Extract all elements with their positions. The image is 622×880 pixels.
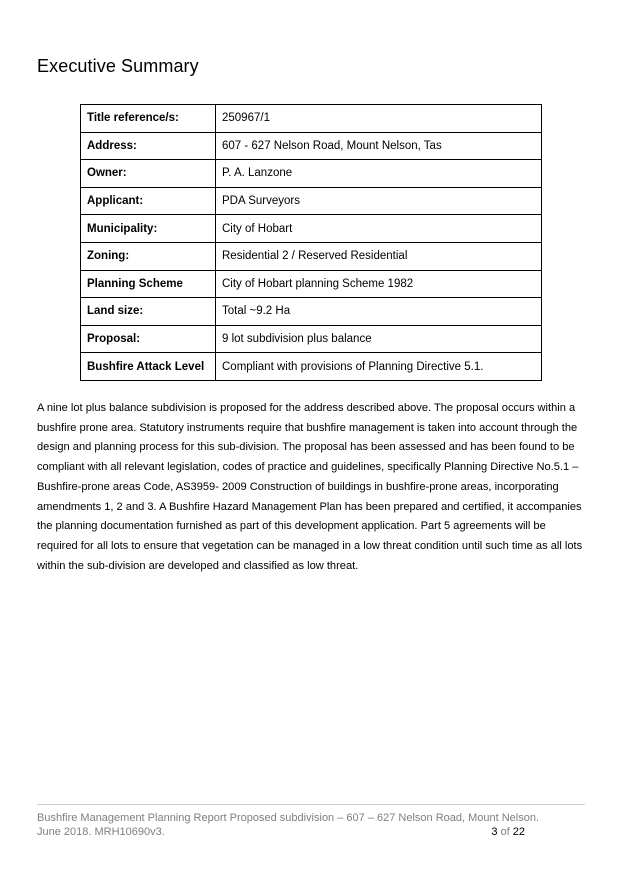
table-row-label: Zoning:: [81, 242, 216, 270]
table-row-value: Residential 2 / Reserved Residential: [216, 242, 542, 270]
table-row: [81, 242, 542, 270]
table-row-label: Title reference/s:: [81, 105, 216, 133]
footer-page-number: [491, 826, 525, 838]
table-row-value: P. A. Lanzone: [216, 160, 542, 188]
table-row-label: Planning Scheme: [81, 270, 216, 298]
footer-date-ref: June 2018. MRH10690v3.: [37, 826, 165, 838]
table-row-value: City of Hobart: [216, 215, 542, 243]
table-row: [81, 105, 542, 133]
summary-table-body: [81, 105, 542, 381]
table-row-label: Proposal:: [81, 325, 216, 353]
table-row: [81, 270, 542, 298]
footer-info: [37, 826, 525, 838]
summary-paragraph: A nine lot plus balance subdivision is proposed for the address described above. The proposal occurs within a bushfire prone area. Statutory instruments require that bushfire management is taken into account through the design and planning process for this sub-division. The proposal has been assessed and has been found to be compliant with all relevant legislation, codes of practice and guidelines, specifically Planning Directive No.5.1 – Bushfire-prone areas Code, AS3959- 2009 Construction of buildings in bushfire-prone areas, incorporating amendments 1, 2 and 3. A Bushfire Hazard Management Plan has been prepared and certified, it accompanies the planning documentation furnished as part of this development application. Part 5 agreements will be required for all lots to ensure that vegetation can be managed in a low threat condition until such time as all lots within the sub-division are developed and classified as low threat.: [37, 402, 583, 572]
table-row-value: City of Hobart planning Scheme 1982: [216, 270, 542, 298]
page-title: Executive Summary: [37, 56, 199, 76]
table-row: [81, 132, 542, 160]
table-row: [81, 353, 542, 381]
table-row-label: Address:: [81, 132, 216, 160]
table-row-value: Total ~9.2 Ha: [216, 298, 542, 326]
table-row-label: Municipality:: [81, 215, 216, 243]
summary-table: [80, 104, 542, 381]
table-row-label: Owner:: [81, 160, 216, 188]
page-current: 3: [491, 826, 498, 838]
footer-report-title: Bushfire Management Planning Report Proposed subdivision – 607 – 627 Nelson Road, Mount Nelson.: [37, 812, 540, 824]
table-row-label: Applicant:: [81, 187, 216, 215]
page-total: 22: [512, 826, 525, 838]
page-of: of: [500, 826, 510, 838]
table-row: [81, 215, 542, 243]
table-row: [81, 187, 542, 215]
table-row: [81, 160, 542, 188]
table-row-value: Compliant with provisions of Planning Directive 5.1.: [216, 353, 542, 381]
footer-divider: [37, 804, 585, 805]
table-row-label: Land size:: [81, 298, 216, 326]
table-row-label: Bushfire Attack Level: [81, 353, 216, 381]
table-row-value: PDA Surveyors: [216, 187, 542, 215]
table-row: [81, 298, 542, 326]
table-row-value: 250967/1: [216, 105, 542, 133]
table-row-value: 607 - 627 Nelson Road, Mount Nelson, Tas: [216, 132, 542, 160]
table-row: [81, 325, 542, 353]
table-row-value: 9 lot subdivision plus balance: [216, 325, 542, 353]
